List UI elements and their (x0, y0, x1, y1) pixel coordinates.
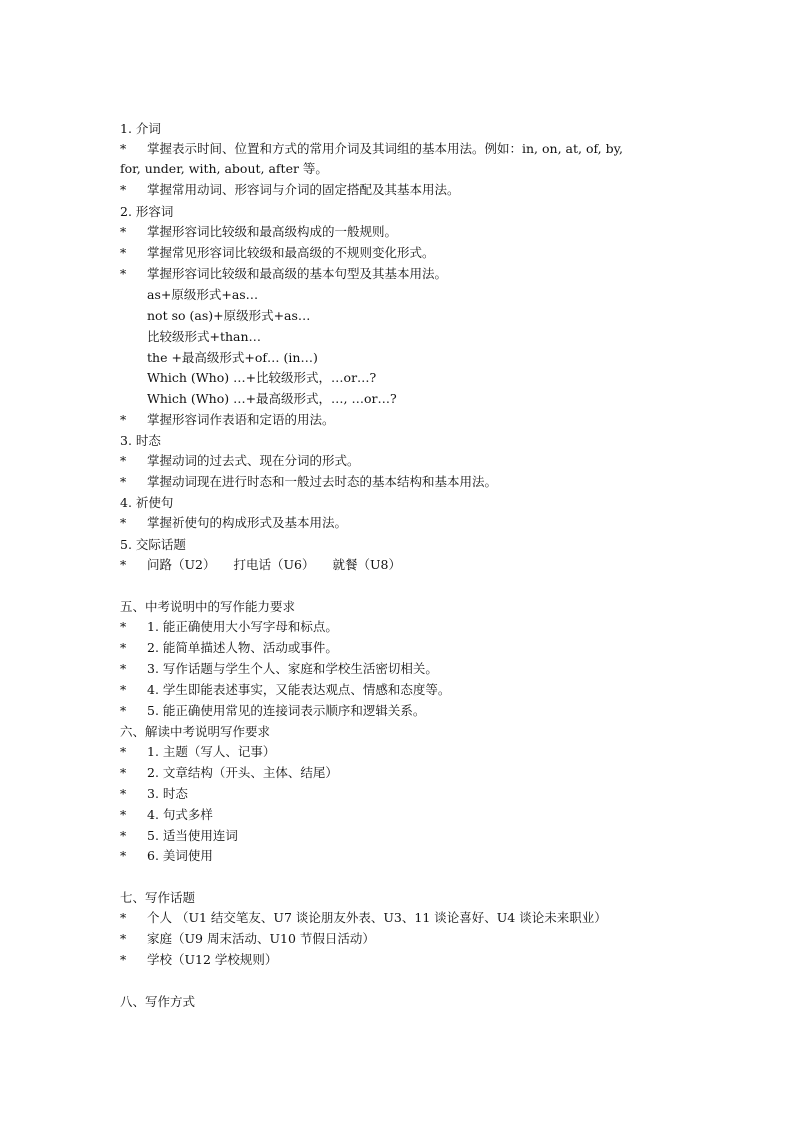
bullet-item (120, 765, 338, 781)
bullet-item (120, 952, 277, 968)
bullet-text: 4. 句式多样 (147, 807, 213, 822)
section-heading: 六、解读中考说明写作要求 (120, 724, 271, 739)
bullet-item (120, 807, 213, 823)
bullet-mark: * (120, 453, 127, 468)
topic-row (120, 557, 401, 573)
pattern-line: as+原级形式+as… (147, 287, 259, 302)
bullet-item (120, 640, 338, 656)
section-heading: 2. 形容词 (120, 204, 174, 219)
bullet-text: 4. 学生即能表述事实，又能表达观点、情感和态度等。 (147, 682, 451, 697)
bullet-text: 学校（U12 学校规则） (147, 952, 278, 967)
bullet-item (120, 515, 347, 531)
bullet-text: 6. 美词使用 (147, 848, 213, 863)
bullet-item (120, 182, 460, 198)
bullet-text: 3. 时态 (147, 786, 188, 801)
pattern-line: 比较级形式+than… (147, 329, 262, 344)
bullet-mark: * (120, 828, 127, 843)
bullet-text: 掌握常见形容词比较级和最高级的不规则变化形式。 (147, 245, 435, 260)
bullet-text: 3. 写作话题与学生个人、家庭和学校生活密切相关。 (147, 661, 438, 676)
bullet-item (120, 453, 360, 469)
bullet-item (120, 848, 213, 864)
bullet-text: 家庭（U9 周末活动、U10 节假日活动） (147, 931, 375, 946)
bullet-text: 掌握表示时间、位置和方式的常用介词及其词组的基本用法。例如：in, on, at, of, by, (147, 141, 623, 156)
bullet-item (120, 910, 607, 926)
section-heading: 1. 介词 (120, 121, 161, 136)
bullet-mark: * (120, 474, 127, 489)
bullet-text: 掌握常用动词、形容词与介词的固定搭配及其基本用法。 (147, 182, 460, 197)
bullet-mark: * (120, 952, 127, 967)
bullet-item (120, 245, 435, 261)
bullet-text: 掌握动词现在进行时态和一般过去时态的基本结构和基本用法。 (147, 474, 498, 489)
bullet-item (120, 744, 275, 760)
bullet-mark: * (120, 412, 127, 427)
section-heading: 八、写作方式 (120, 994, 196, 1009)
bullet-item (120, 224, 397, 240)
topic-item: 打电话（U6） (233, 557, 315, 572)
bullet-text: 1. 能正确使用大小写字母和标点。 (147, 619, 338, 634)
bullet-text: 5. 能正确使用常见的连接词表示顺序和逻辑关系。 (147, 703, 426, 718)
bullet-item (120, 266, 447, 282)
bullet-mark: * (120, 910, 127, 925)
bullet-text: 2. 能简单描述人物、活动或事件。 (147, 640, 338, 655)
bullet-mark: * (120, 765, 127, 780)
pattern-line: not so (as)+原级形式+as… (147, 308, 311, 323)
bullet-mark: * (120, 266, 127, 281)
bullet-item (120, 141, 623, 157)
bullet-item (120, 703, 425, 719)
bullet-mark: * (120, 807, 127, 822)
bullet-item (120, 828, 238, 844)
bullet-item (120, 412, 335, 428)
bullet-text: 1. 主题（写人、记事） (147, 744, 276, 759)
bullet-text: 个人 （U1 结交笔友、U7 谈论朋友外表、U3、11 谈论喜好、U4 谈论未来职业） (147, 910, 607, 925)
bullet-mark: * (120, 182, 127, 197)
bullet-mark: * (120, 515, 127, 530)
bullet-item (120, 619, 338, 635)
bullet-text: 掌握形容词比较级和最高级构成的一般规则。 (147, 224, 398, 239)
bullet-mark: * (120, 703, 127, 718)
bullet-mark: * (120, 557, 127, 572)
bullet-item (120, 661, 438, 677)
bullet-mark: * (120, 786, 127, 801)
bullet-mark: * (120, 931, 127, 946)
bullet-text: 掌握祈使句的构成形式及基本用法。 (147, 515, 348, 530)
pattern-line: Which (Who) …+比较级形式，…or…? (147, 370, 377, 385)
bullet-text: 掌握形容词比较级和最高级的基本句型及其基本用法。 (147, 266, 448, 281)
bullet-mark: * (120, 141, 127, 156)
pattern-line: Which (Who) …+最高级形式，…, …or…? (147, 391, 397, 406)
bullet-mark: * (120, 848, 127, 863)
bullet-mark: * (120, 661, 127, 676)
section-heading: 五、中考说明中的写作能力要求 (120, 599, 296, 614)
bullet-item (120, 474, 497, 490)
section-heading: 5. 交际话题 (120, 537, 186, 552)
bullet-mark: * (120, 744, 127, 759)
section-heading: 3. 时态 (120, 433, 161, 448)
bullet-item (120, 931, 375, 947)
bullet-text: 掌握形容词作表语和定语的用法。 (147, 412, 335, 427)
topic-item: 问路（U2） (147, 557, 216, 572)
bullet-mark: * (120, 682, 127, 697)
bullet-item (120, 682, 450, 698)
bullet-continuation: for, under, with, about, after 等。 (120, 161, 328, 176)
bullet-item (120, 786, 188, 802)
bullet-text: 5. 适当使用连词 (147, 828, 238, 843)
section-heading: 4. 祈使句 (120, 495, 174, 510)
section-heading: 七、写作话题 (120, 890, 196, 905)
bullet-mark: * (120, 619, 127, 634)
bullet-mark: * (120, 245, 127, 260)
bullet-text: 掌握动词的过去式、现在分词的形式。 (147, 453, 360, 468)
pattern-line: the +最高级形式+of… (in…) (147, 350, 318, 365)
topic-item: 就餐（U8） (332, 557, 401, 572)
bullet-text: 2. 文章结构（开头、主体、结尾） (147, 765, 338, 780)
bullet-mark: * (120, 640, 127, 655)
bullet-mark: * (120, 224, 127, 239)
